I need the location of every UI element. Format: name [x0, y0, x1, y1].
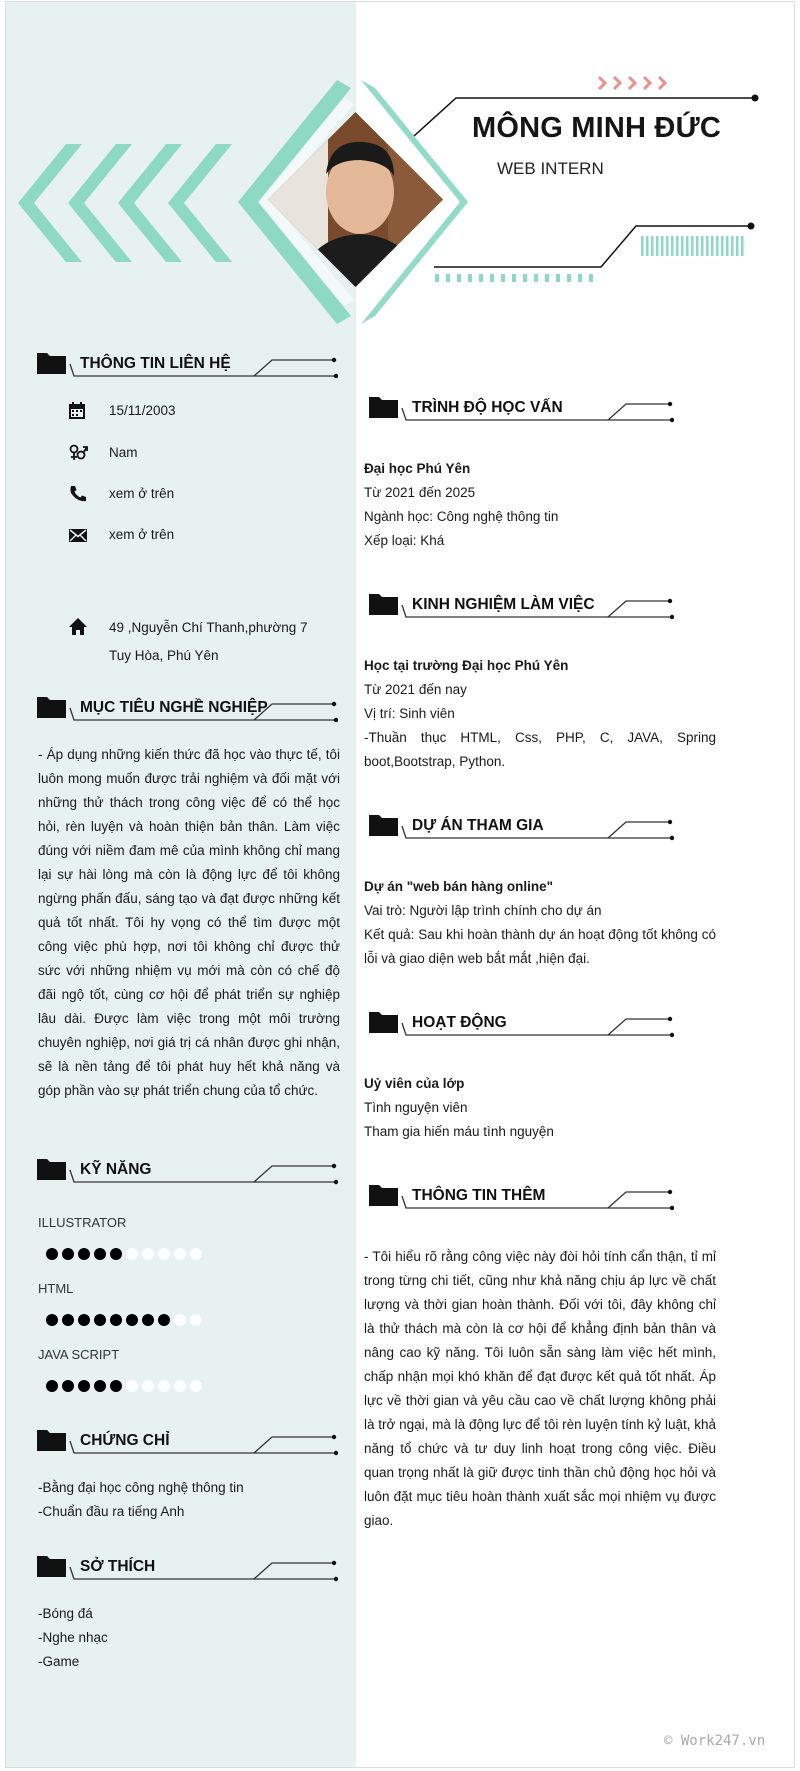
- education-grade: Xếp loại: Khá: [364, 533, 445, 548]
- section-title: DỰ ÁN THAM GIA: [412, 817, 544, 834]
- folder-icon: [36, 694, 68, 720]
- project-role: Vai trò: Người lập trình chính cho dự án: [364, 903, 602, 918]
- rating-dot-empty: [174, 1248, 186, 1260]
- section-hobbies-header: [36, 1553, 326, 1593]
- folder-icon: [368, 394, 400, 420]
- phone-icon: [68, 484, 88, 504]
- folder-icon: [36, 1156, 68, 1182]
- rating-dot-empty: [126, 1248, 138, 1260]
- section-skills-header: [36, 1156, 326, 1196]
- skill-name: HTML: [38, 1281, 74, 1296]
- project-details: [364, 875, 602, 923]
- home-icon: [68, 617, 88, 637]
- gender-value: Nam: [109, 445, 138, 460]
- folder-icon: [368, 1009, 400, 1035]
- rating-dot-filled: [62, 1380, 74, 1392]
- cv-page: [5, 1, 795, 1768]
- candidate-role: WEB INTERN: [497, 159, 604, 178]
- experience-position: Vị trí: Sinh viên: [364, 706, 455, 721]
- rating-dot-filled: [78, 1248, 90, 1260]
- email-value: xem ở trên: [109, 527, 175, 542]
- section-title: HOẠT ĐỘNG: [412, 1014, 507, 1031]
- section-underline: [398, 591, 674, 625]
- rating-dot-filled: [62, 1248, 74, 1260]
- experience-period: Từ 2021 đến nay: [364, 682, 467, 697]
- section-title: CHỨNG CHỈ: [80, 1432, 170, 1449]
- mail-icon: [68, 525, 88, 545]
- section-title: SỞ THÍCH: [80, 1558, 156, 1575]
- rating-dot-empty: [158, 1248, 170, 1260]
- skill-rating: [46, 1380, 202, 1392]
- teal-dashes: [434, 274, 599, 282]
- skill-name: ILLUSTRATOR: [38, 1215, 127, 1230]
- rating-dot-empty: [190, 1248, 202, 1260]
- folder-icon: [368, 1182, 400, 1208]
- school-name: Đại học Phú Yên: [364, 461, 471, 476]
- folder-icon: [36, 1427, 68, 1453]
- education-details: [364, 457, 558, 553]
- certificates-list: [38, 1476, 244, 1524]
- address-line1: 49 ,Nguyễn Chí Thanh,phường 7: [109, 620, 308, 635]
- education-major: Ngành học: Công nghệ thông tin: [364, 509, 559, 524]
- rating-dot-empty: [190, 1314, 202, 1326]
- project-result: Kết quả: Sau khi hoàn thành dự án hoạt động tốt không có lỗi và giao diện web bắt mắt ,hiện đại.: [364, 927, 716, 966]
- rating-dot-filled: [158, 1314, 170, 1326]
- candidate-name: MÔNG MINH ĐỨC: [472, 112, 721, 144]
- rating-dot-filled: [126, 1314, 138, 1326]
- pink-arrows-icon: [599, 77, 665, 89]
- rating-dot-empty: [158, 1380, 170, 1392]
- list-item: -Chuẩn đầu ra tiếng Anh: [38, 1504, 185, 1519]
- folder-icon: [36, 350, 68, 376]
- section-title: KINH NGHIỆM LÀM VIỆC: [412, 596, 595, 613]
- rating-dot-filled: [110, 1314, 122, 1326]
- rating-dot-filled: [62, 1314, 74, 1326]
- skill-name: JAVA SCRIPT: [38, 1347, 120, 1362]
- calendar-icon: [68, 401, 88, 421]
- folder-icon: [36, 1553, 68, 1579]
- section-title: KỸ NĂNG: [80, 1161, 152, 1178]
- section-underline: [398, 812, 674, 846]
- section-education-header: [368, 394, 678, 434]
- rating-dot-filled: [46, 1314, 58, 1326]
- section-title: THÔNG TIN THÊM: [412, 1187, 546, 1204]
- project-name: Dự án "web bán hàng online": [364, 879, 554, 894]
- section-objective-header: [36, 694, 326, 734]
- rating-dot-empty: [142, 1248, 154, 1260]
- experience-skills: -Thuần thục HTML, Css, PHP, C, JAVA, Spring boot,Bootstrap, Python.: [364, 730, 716, 769]
- section-underline: [398, 1182, 674, 1216]
- rating-dot-filled: [94, 1248, 106, 1260]
- folder-icon: [368, 591, 400, 617]
- chevron-arrows-icon: [18, 144, 232, 262]
- list-item: -Bằng đại học công nghệ thông tin: [38, 1480, 244, 1495]
- rating-dot-empty: [174, 1314, 186, 1326]
- rating-dot-empty: [190, 1380, 202, 1392]
- additional-text: - Tôi hiểu rõ rằng công việc này đòi hỏi tính cẩn thận, tỉ mỉ trong từng chi tiết, cũng như khả năng chịu áp lực về chất lượng và thời gian hoàn thành. Đối với tôi, đây không chỉ là thử thách mà còn là cơ hội để khẳng định bản thân và nâng cao kỹ năng. Tôi luôn sẵn sàng làm việc hết mình, chấp nhận mọi khó khăn để đạt được kết quả tốt nhất. Áp lực về thời gian và yêu cầu cao về chất lượng không phải là trở ngại, mà là động lực để tôi rèn luyện tính kỷ luật, khả năng tổ chức và tư duy linh hoạt trong công việc. Điều quan trọng nhất là giữ được tinh thần chủ động học hỏi và luôn đặt mục tiêu hoàn thành xuất sắc mọi nhiệm vụ được giao.: [364, 1249, 716, 1528]
- list-item: -Nghe nhạc: [38, 1630, 108, 1645]
- rating-dot-filled: [78, 1314, 90, 1326]
- section-title: MỤC TIÊU NGHỀ NGHIỆP: [80, 699, 268, 716]
- section-additional-header: [368, 1182, 678, 1222]
- education-period: Từ 2021 đến 2025: [364, 485, 476, 500]
- experience-details: [364, 654, 568, 726]
- section-experience-header: [368, 591, 678, 631]
- rating-dot-filled: [78, 1380, 90, 1392]
- section-title: THÔNG TIN LIÊN HỆ: [80, 355, 231, 372]
- section-activities-header: [368, 1009, 678, 1049]
- section-underline: [398, 1009, 674, 1043]
- section-contact-header: [36, 350, 326, 390]
- section-projects-header: [368, 812, 678, 852]
- gender-icon: [68, 443, 88, 463]
- rating-dot-empty: [126, 1380, 138, 1392]
- rating-dot-empty: [142, 1380, 154, 1392]
- section-underline: [66, 350, 338, 384]
- rating-dot-filled: [142, 1314, 154, 1326]
- rating-dot-filled: [46, 1380, 58, 1392]
- experience-place: Học tại trường Đại học Phú Yên: [364, 658, 569, 673]
- rating-dot-filled: [46, 1248, 58, 1260]
- section-certificates-header: [36, 1427, 326, 1467]
- skill-rating: [46, 1314, 202, 1326]
- hobbies-list: [38, 1602, 108, 1674]
- list-item: -Bóng đá: [38, 1606, 93, 1621]
- rating-dot-filled: [94, 1380, 106, 1392]
- birthday-value: 15/11/2003: [109, 403, 176, 418]
- teal-bars: [639, 236, 744, 256]
- phone-value: xem ở trên: [109, 486, 175, 501]
- section-underline: [66, 694, 338, 728]
- activities-list: [364, 1072, 554, 1144]
- watermark: © Work247.vn: [664, 1733, 766, 1749]
- address-line2: Tuy Hòa, Phú Yên: [109, 648, 219, 663]
- rating-dot-empty: [174, 1380, 186, 1392]
- list-item: Uỷ viên của lớp: [364, 1076, 465, 1091]
- list-item: -Game: [38, 1654, 80, 1669]
- rating-dot-filled: [94, 1314, 106, 1326]
- section-underline: [66, 1427, 338, 1461]
- rating-dot-filled: [110, 1248, 122, 1260]
- section-underline: [66, 1553, 338, 1587]
- section-underline: [66, 1156, 338, 1190]
- skill-rating: [46, 1248, 202, 1260]
- section-underline: [398, 394, 674, 428]
- folder-icon: [368, 812, 400, 838]
- objective-text: - Áp dụng những kiến thức đã học vào thực tế, tôi luôn mong muốn được trải nghiệm và đối mặt với những thử thách trong công việc để có thể học hỏi, rèn luyện và hoàn thiện bản thân. Làm việc đúng với niềm đam mê của mình không chỉ mang lại sự hài lòng mà còn là động lực để tôi không ngừng phấn đấu, sáng tạo và đạt được những kết quả tốt nhất. Tôi hy vọng có thể tìm được một công việc phù hợp, nơi tôi không chỉ được thử sức với những nhiệm vụ mới mà còn có chế độ đãi ngộ tốt, cùng cơ hội để phát triển sự nghiệp lâu dài. Được làm việc trong một môi trường chuyên nghiệp, nơi giá trị cá nhân được ghi nhận, sẽ là nền tảng để tôi phát huy hết khả năng và góp phần vào sự phát triển chung của tổ chức.: [38, 747, 340, 1098]
- section-title: TRÌNH ĐỘ HỌC VẤN: [412, 399, 563, 416]
- list-item: Tham gia hiến máu tình nguyện: [364, 1124, 554, 1139]
- rating-dot-filled: [110, 1380, 122, 1392]
- list-item: Tình nguyện viên: [364, 1100, 468, 1115]
